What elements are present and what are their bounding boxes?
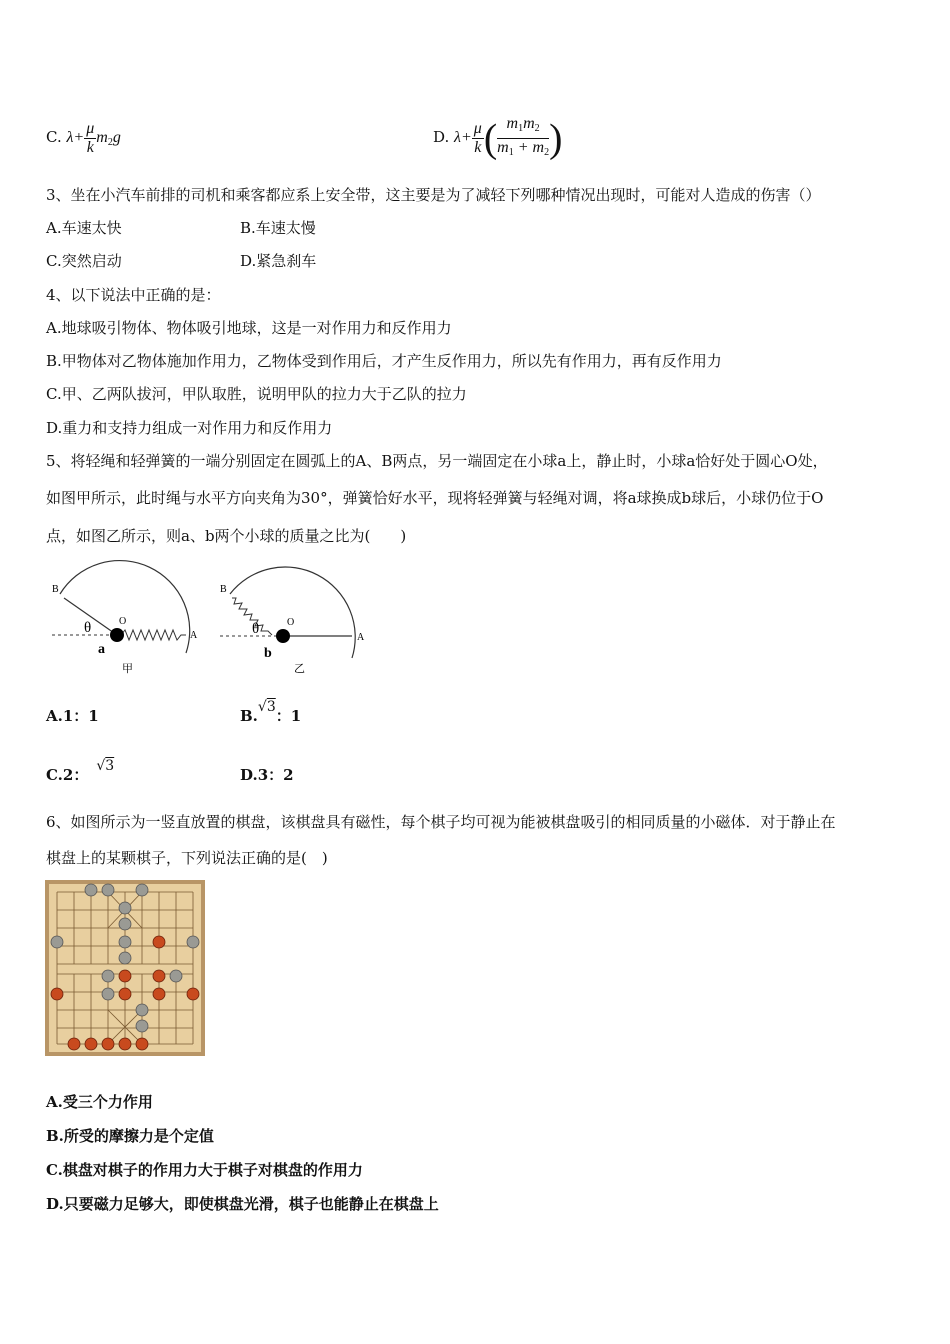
q6-stem-line2: 棋盘上的某颗棋子，下列说法正确的是( ) bbox=[46, 849, 328, 867]
q2-option-d bbox=[433, 115, 562, 162]
sqrt-icon: √3 bbox=[257, 699, 276, 715]
label-B: B bbox=[52, 584, 59, 595]
q2-option-c-label: C. bbox=[46, 128, 62, 147]
q6-option-a: A.受三个力作用 bbox=[46, 1093, 153, 1111]
q4-option-d: D.重力和支持力组成一对作用力和反作用力 bbox=[46, 419, 333, 437]
caption: 乙 bbox=[294, 663, 305, 675]
label-O: O bbox=[119, 616, 127, 627]
q5-stem-line2: 如图甲所示，此时绳与水平方向夹角为30°，弹簧恰好水平，现将轻弹簧与轻绳对调，将a球换成b球后，小球仍位于O bbox=[46, 489, 824, 507]
q5-option-b-suffix: ：1 bbox=[275, 707, 302, 725]
q4-option-c: C.甲、乙两队拔河，甲队取胜，说明甲队的拉力大于乙队的拉力 bbox=[46, 385, 467, 403]
q2-option-c bbox=[46, 120, 121, 157]
q4-option-a: A.地球吸引物体、物体吸引地球，这是一对作用力和反作用力 bbox=[46, 319, 452, 337]
q2-option-d-label: D. bbox=[433, 128, 450, 147]
q5-option-b bbox=[240, 699, 302, 727]
q3-option-c: C.突然启动 bbox=[46, 252, 122, 270]
q6-option-d: D.只要磁力足够大，即使棋盘光滑，棋子也能静止在棋盘上 bbox=[46, 1195, 439, 1213]
label-theta: θ bbox=[252, 621, 260, 637]
label-ball: a bbox=[98, 642, 105, 657]
q4-stem: 4、以下说法中正确的是： bbox=[46, 286, 221, 304]
sqrt-icon: √3 bbox=[96, 758, 115, 774]
q6-chessboard-figure bbox=[45, 880, 205, 1056]
arc bbox=[60, 561, 190, 653]
q3-option-d: D.紧急刹车 bbox=[240, 252, 317, 270]
caption: 甲 bbox=[122, 663, 133, 675]
sqrt-radicand: 3 bbox=[105, 758, 115, 774]
label-theta: θ bbox=[84, 620, 92, 636]
q2-option-c-formula: λ+ $\frac{\mu}{k}$ $m_2g$ bbox=[66, 120, 121, 156]
q6-option-c: C.棋盘对棋子的作用力大于棋子对棋盘的作用力 bbox=[46, 1161, 363, 1179]
arc bbox=[230, 567, 355, 658]
spring bbox=[121, 630, 186, 640]
sqrt-radicand: 3 bbox=[266, 699, 276, 715]
ball-b bbox=[276, 629, 290, 643]
q5-stem-line1: 5、将轻绳和轻弹簧的一端分别固定在圆弧上的A、B两点，另一端固定在小球a上，静止时，小球a恰好处于圆心O处， bbox=[46, 452, 828, 470]
label-A: A bbox=[190, 630, 198, 641]
q5-figure-jia bbox=[46, 558, 206, 678]
q5-option-c bbox=[46, 758, 115, 786]
q5-figure-yi bbox=[212, 558, 372, 678]
q2-option-d-formula: λ+ $\frac{\mu}{k}$ ( $\frac{m_1m_2}{m_1 + m_2}$ ) bbox=[454, 115, 563, 161]
q6-stem-line1: 6、如图所示为一竖直放置的棋盘，该棋盘具有磁性，每个棋子均可视为能被棋盘吸引的相同质量的小磁体．对于静止在 bbox=[46, 813, 836, 831]
q5-option-b-prefix: B. bbox=[240, 707, 258, 725]
q5-option-d: D.3：2 bbox=[240, 766, 294, 784]
q5-option-c-prefix: C.2： bbox=[46, 766, 89, 784]
q3-option-b: B.车速太慢 bbox=[240, 219, 316, 237]
label-A: A bbox=[357, 632, 365, 643]
q5-option-a: A.1：1 bbox=[46, 707, 99, 725]
q3-option-a: A.车速太快 bbox=[46, 219, 122, 237]
q3-stem: 3、坐在小汽车前排的司机和乘客都应系上安全带，这主要是为了减轻下列哪种情况出现时，可能对人造成的伤害（） bbox=[46, 186, 821, 204]
q6-option-b: B.所受的摩擦力是个定值 bbox=[46, 1127, 214, 1145]
label-O: O bbox=[287, 617, 295, 628]
label-ball: b bbox=[264, 646, 272, 661]
ball-a bbox=[110, 628, 124, 642]
q4-option-b: B.甲物体对乙物体施加作用力，乙物体受到作用后，才产生反作用力，所以先有作用力，再有反作用力 bbox=[46, 352, 722, 370]
q5-stem-line3: 点，如图乙所示，则a、b两个小球的质量之比为( ) bbox=[46, 527, 407, 545]
label-B: B bbox=[220, 584, 227, 595]
